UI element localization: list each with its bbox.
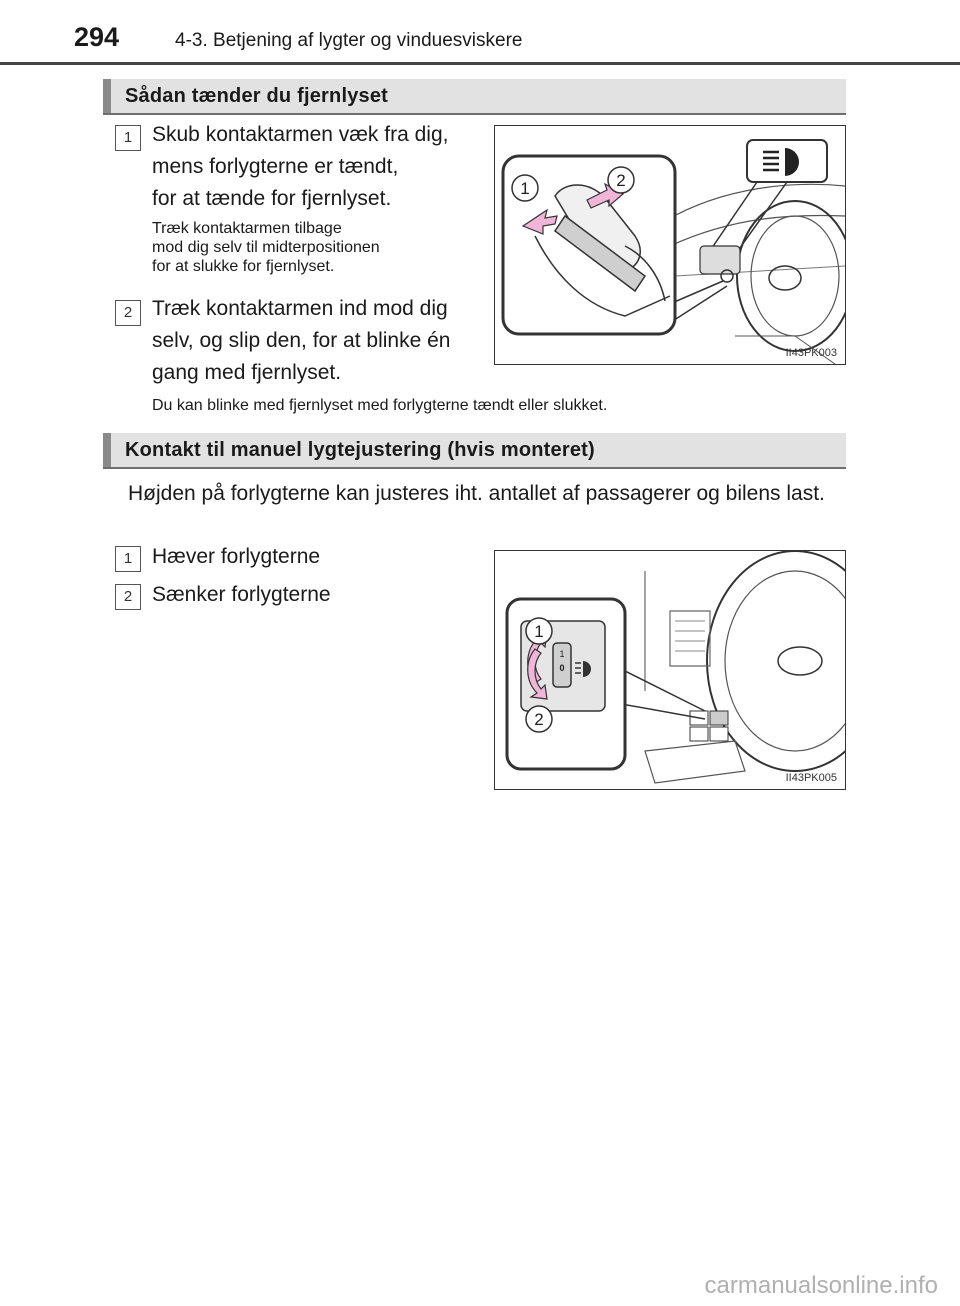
leveling-illustration xyxy=(495,551,845,789)
svg-text:0: 0 xyxy=(559,663,565,673)
text-line: Skub kontaktarmen væk fra dig, xyxy=(152,123,449,146)
text-line: Træk kontaktarmen ind mod dig xyxy=(152,297,448,320)
item-raise-text: Hæver forlygterne xyxy=(152,545,321,568)
footer-watermark[interactable]: carmanualsonline.info xyxy=(704,1272,938,1299)
item-number-badge: 2 xyxy=(115,584,141,610)
callout-number: 2 xyxy=(534,710,544,729)
text-line: mod dig selv til midterpositionen xyxy=(152,239,380,256)
lever-illustration xyxy=(495,126,845,364)
figure-leveling-dial xyxy=(494,550,846,790)
item-number-badge: 1 xyxy=(115,546,141,572)
section-title: Sådan tænder du fjernlyset xyxy=(125,85,389,107)
text-line: Træk kontaktarmen tilbage xyxy=(152,220,342,237)
callout-number: 1 xyxy=(534,622,544,641)
text-line: for at slukke for fjernlyset. xyxy=(152,258,335,275)
item-lower-text: Sænker forlygterne xyxy=(152,583,331,606)
text-line: for at tænde for fjernlyset. xyxy=(152,187,392,210)
figure-label: II43PK003 xyxy=(785,347,837,359)
text-line: gang med fjernlyset. xyxy=(152,361,342,384)
section-title: Kontakt til manuel lygtejustering (hvis monteret) xyxy=(125,439,595,461)
callout-number: 2 xyxy=(616,171,626,190)
chapter-title: 4-3. Betjening af lygter og vinduesviskere xyxy=(175,30,523,51)
section-heading-leveling xyxy=(103,433,846,469)
section-heading-high-beam xyxy=(103,79,846,115)
step-number-badge: 2 xyxy=(115,300,141,326)
page-number: 294 xyxy=(74,22,120,52)
step1-note xyxy=(152,219,380,276)
svg-text:1: 1 xyxy=(559,649,565,659)
step-number-badge: 1 xyxy=(115,125,141,151)
text-line: selv, og slip den, for at blinke én xyxy=(152,329,451,352)
figure-high-beam-lever xyxy=(494,125,846,365)
flash-note: Du kan blinke med fjernlyset med forlygterne tændt eller slukket. xyxy=(152,397,608,414)
heading-accent-bar xyxy=(103,79,111,113)
figure-label: II43PK005 xyxy=(785,772,837,784)
header-rule xyxy=(0,62,960,65)
step2-instruction xyxy=(152,293,450,389)
text-line: mens forlygterne er tændt, xyxy=(152,155,399,178)
callout-number: 1 xyxy=(520,179,530,198)
heading-accent-bar xyxy=(103,433,111,467)
step1-instruction xyxy=(152,119,448,215)
leveling-description: Højden på forlygterne kan justeres iht. antallet af passagerer og bilens last. xyxy=(128,482,825,505)
